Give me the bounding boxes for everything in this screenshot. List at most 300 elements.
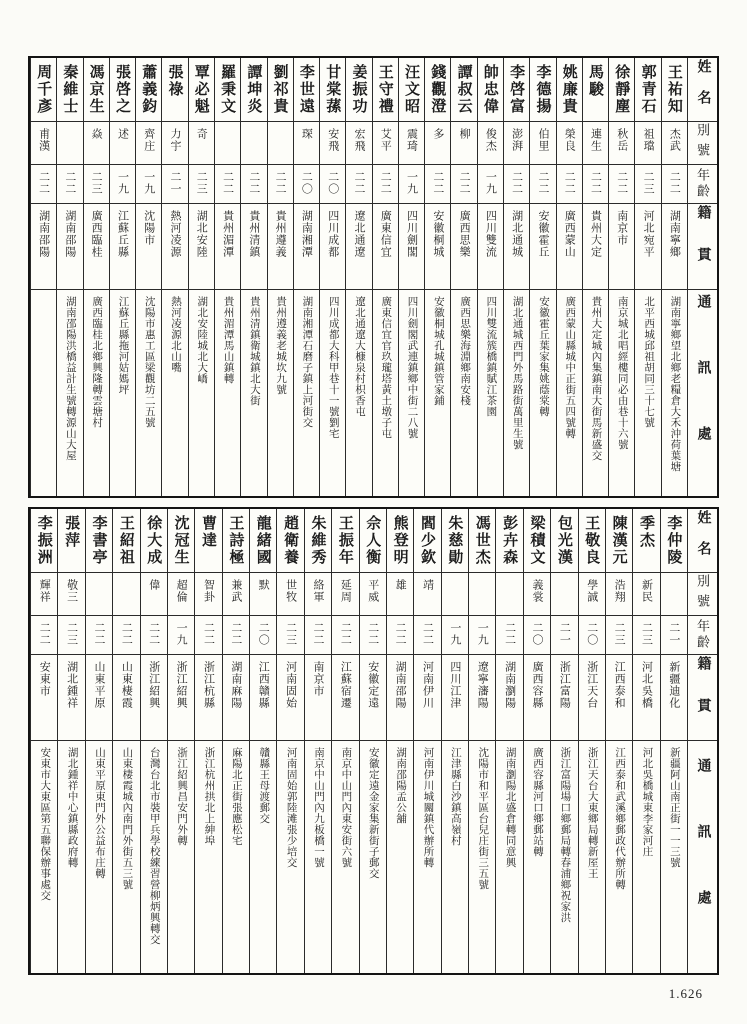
alias-cell: [606, 573, 632, 616]
person-alias: 延周: [339, 579, 352, 603]
name-cell: [469, 509, 495, 573]
person-native: 沈陽市: [142, 210, 155, 246]
person-name: 王紹祖: [117, 515, 134, 566]
person-age: 二一: [169, 171, 182, 195]
person-address: 安東市大東區第五聯保辦事處交: [39, 747, 51, 901]
native-cell: [399, 204, 424, 290]
name-cell: [305, 509, 331, 573]
age-cell: [110, 165, 135, 204]
person-address: 貴州遵義老城坎九號: [275, 296, 287, 395]
native-cell: [346, 204, 371, 290]
header-name: [688, 58, 717, 122]
person-native: 湖南瀏陽: [503, 661, 516, 709]
age-cell: [113, 616, 139, 655]
name-cell: [360, 509, 386, 573]
name-cell: [346, 58, 371, 122]
person-age: 二二: [339, 622, 352, 646]
person-native: 貴州清鎮: [247, 210, 260, 258]
age-cell: [609, 165, 634, 204]
person-native: 湖南麻陽: [229, 661, 242, 709]
person-native: 廣西容縣: [530, 661, 543, 709]
person-column: [109, 58, 135, 496]
alias-cell: [442, 573, 468, 616]
person-alias: 浩翔: [613, 579, 626, 603]
person-name: 郭青石: [639, 64, 656, 115]
address-cell: [579, 741, 605, 973]
person-native: 浙江紹興: [175, 661, 188, 709]
age-cell: [168, 616, 194, 655]
person-name: 王振年: [336, 515, 353, 566]
alias-cell: [360, 573, 386, 616]
header-column: [687, 58, 717, 496]
person-column: [140, 509, 167, 973]
person-column: [161, 58, 187, 496]
alias-cell: [469, 573, 495, 616]
age-cell: [442, 616, 468, 655]
header-native-label: 籍貫: [695, 655, 711, 740]
alias-cell: [387, 573, 413, 616]
address-cell: [583, 290, 608, 496]
person-column: [331, 509, 358, 973]
person-column: [372, 58, 398, 496]
name-cell: [633, 509, 659, 573]
age-cell: [277, 616, 303, 655]
age-cell: [635, 165, 660, 204]
age-cell: [633, 616, 659, 655]
person-native: 河北宛平: [642, 210, 655, 258]
person-age: 二二: [202, 622, 215, 646]
address-cell: [478, 290, 503, 496]
header-name: [688, 509, 717, 573]
header-native: [688, 204, 717, 290]
native-cell: [168, 655, 194, 741]
alias-cell: [215, 122, 240, 165]
person-name: 周千彥: [35, 64, 52, 115]
address-cell: [661, 741, 687, 973]
native-cell: [332, 655, 358, 741]
person-address: 浙江富陽場口鄉郵局轉春浦鄉祝家洪: [559, 747, 571, 923]
person-address: 廣西蒙山縣城中正街五四號轉: [564, 296, 576, 439]
alias-cell: [84, 122, 109, 165]
address-cell: [469, 741, 495, 973]
address-cell: [86, 741, 112, 973]
address-cell: [268, 290, 293, 496]
alias-cell: [609, 122, 634, 165]
person-native: 浙江杭縣: [202, 661, 215, 709]
person-age: 二〇: [300, 171, 313, 195]
native-cell: [241, 204, 266, 290]
person-column: [188, 58, 214, 496]
person-alias: 奇: [195, 128, 208, 140]
alias-cell: [294, 122, 319, 165]
address-cell: [113, 741, 139, 973]
name-cell: [661, 509, 687, 573]
person-address: 贛縣王母渡郵交: [258, 747, 270, 824]
person-age: 二一: [558, 622, 571, 646]
native-cell: [579, 655, 605, 741]
age-cell: [31, 165, 56, 204]
alias-cell: [305, 573, 331, 616]
person-age: 一九: [116, 171, 129, 195]
alias-cell: [551, 573, 577, 616]
age-cell: [399, 165, 424, 204]
name-cell: [451, 58, 476, 122]
person-column: [550, 509, 577, 973]
address-cell: [162, 290, 187, 496]
person-address: 四川成都大科甲巷十一號劉宅: [327, 296, 339, 439]
person-name: 王守禮: [376, 64, 393, 115]
person-age: 二二: [431, 171, 444, 195]
native-cell: [551, 655, 577, 741]
age-cell: [662, 165, 687, 204]
name-cell: [277, 509, 303, 573]
person-address: 山東棲霞城內南門外街五三號: [121, 747, 133, 890]
age-cell: [496, 616, 522, 655]
address-cell: [241, 290, 266, 496]
person-name: 劉祁貴: [271, 64, 288, 115]
native-cell: [86, 655, 112, 741]
address-cell: [110, 290, 135, 496]
person-address: 河南伊川城關鎮代辦所轉: [422, 747, 434, 868]
person-address: 浙江杭州拱北上紳埠: [203, 747, 215, 846]
alias-cell: [399, 122, 424, 165]
person-name: 趙衛養: [282, 515, 299, 566]
person-alias: 多: [431, 128, 444, 140]
person-address: 麻陽北正街張應松宅: [230, 747, 242, 846]
person-column: [56, 58, 82, 496]
person-age: 一九: [484, 171, 497, 195]
person-native: 山東棲霞: [120, 661, 133, 709]
native-cell: [58, 655, 84, 741]
person-name: 張萍: [63, 515, 80, 549]
person-column: [319, 58, 345, 496]
person-column: [304, 509, 331, 973]
name-cell: [609, 58, 634, 122]
alias-cell: [250, 573, 276, 616]
person-column: [424, 58, 450, 496]
person-column: [578, 509, 605, 973]
address-cell: [387, 741, 413, 973]
person-column: [57, 509, 84, 973]
alias-cell: [557, 122, 582, 165]
name-cell: [332, 509, 358, 573]
person-name: 譚坤炎: [245, 64, 262, 115]
name-cell: [31, 58, 56, 122]
person-native: 湖南邵陽: [63, 210, 76, 258]
native-cell: [110, 204, 135, 290]
alias-cell: [583, 122, 608, 165]
name-cell: [168, 509, 194, 573]
person-column: [398, 58, 424, 496]
header-column: [687, 509, 717, 973]
age-cell: [451, 165, 476, 204]
age-cell: [504, 165, 529, 204]
person-address: 廣東信宜官玖瓏塔黃土墩子屯: [380, 296, 392, 439]
person-address: 南京中山門內九板橋一號: [312, 747, 324, 868]
person-alias: 偉: [147, 579, 160, 591]
name-cell: [215, 58, 240, 122]
native-cell: [583, 204, 608, 290]
alias-cell: [414, 573, 440, 616]
person-alias: 力宇: [169, 128, 182, 152]
person-column: [194, 509, 221, 973]
address-cell: [195, 741, 221, 973]
age-cell: [606, 616, 632, 655]
address-cell: [633, 741, 659, 973]
address-cell: [277, 741, 303, 973]
name-cell: [113, 509, 139, 573]
name-cell: [442, 509, 468, 573]
person-alias: 學誠: [585, 579, 598, 603]
person-name: 沈冠生: [172, 515, 189, 566]
person-age: 二二: [147, 622, 160, 646]
person-age: 二二: [615, 171, 628, 195]
person-column: [661, 58, 687, 496]
person-age: 二一: [667, 622, 680, 646]
header-alias-label: 別號: [695, 574, 710, 614]
person-native: 遼北通遼: [352, 210, 365, 258]
person-name: 李振洲: [35, 515, 52, 566]
person-age: 二二: [120, 622, 133, 646]
person-address: 浙江紹興昌安門外轉: [176, 747, 188, 846]
person-alias: 新民: [640, 579, 653, 603]
person-column: [83, 58, 109, 496]
age-cell: [414, 616, 440, 655]
age-cell: [136, 165, 161, 204]
native-cell: [195, 655, 221, 741]
age-cell: [425, 165, 450, 204]
person-native: 浙江天台: [585, 661, 598, 709]
person-alias: 默: [257, 579, 270, 591]
person-name: 王詩極: [227, 515, 244, 566]
person-column: [85, 509, 112, 973]
person-alias: 甫漢: [37, 128, 50, 152]
person-name: 錢觀澄: [429, 64, 446, 115]
person-name: 彭卉森: [501, 515, 518, 566]
person-alias: 雄: [394, 579, 407, 591]
person-address: 湖南邵陽洪橋益計生號轉源山大屋: [64, 296, 76, 461]
native-cell: [223, 655, 249, 741]
native-cell: [360, 655, 386, 741]
header-name-label: 姓名: [695, 58, 711, 121]
person-address: 浙江天台大東鄉局轉新厔王: [586, 747, 598, 879]
person-age: 二二: [510, 171, 523, 195]
age-cell: [57, 165, 82, 204]
age-cell: [31, 616, 57, 655]
person-native: 山東平原: [92, 661, 105, 709]
alias-cell: [320, 122, 345, 165]
person-address: 湖南湘潭石磨子鎮上河街交: [301, 296, 313, 428]
name-cell: [399, 58, 424, 122]
address-cell: [136, 290, 161, 496]
address-cell: [662, 290, 687, 496]
person-address: 南京中山門內東安街六號: [340, 747, 352, 868]
name-cell: [223, 509, 249, 573]
address-cell: [57, 290, 82, 496]
person-native: 廣西臨桂: [90, 210, 103, 258]
person-column: [293, 58, 319, 496]
person-age: 二三: [613, 622, 626, 646]
name-cell: [373, 58, 398, 122]
native-cell: [442, 655, 468, 741]
name-cell: [320, 58, 345, 122]
person-name: 季杰: [637, 515, 654, 549]
person-native: 遼寧瀋陽: [476, 661, 489, 709]
person-age: 二二: [458, 171, 471, 195]
native-cell: [504, 204, 529, 290]
person-column: [632, 509, 659, 973]
person-age: 二二: [274, 171, 287, 195]
native-cell: [31, 655, 57, 741]
person-alias: 柳: [458, 128, 471, 140]
name-cell: [268, 58, 293, 122]
age-cell: [162, 165, 187, 204]
person-address: 安徽霍丘葉家集姚蔭棠轉: [537, 296, 549, 417]
address-cell: [168, 741, 194, 973]
header-alias: [688, 122, 717, 165]
name-cell: [189, 58, 214, 122]
person-name: 馮京生: [87, 64, 104, 115]
native-cell: [277, 655, 303, 741]
person-native: 湖北安陸: [195, 210, 208, 258]
person-name: 張啓之: [113, 64, 130, 115]
person-name: 馮世杰: [473, 515, 490, 566]
person-address: 遼北通遼大槺泉村枳香屯: [353, 296, 365, 417]
name-cell: [414, 509, 440, 573]
person-age: 二〇: [257, 622, 270, 646]
alias-cell: [31, 573, 57, 616]
alias-cell: [451, 122, 476, 165]
age-cell: [84, 165, 109, 204]
age-cell: [294, 165, 319, 204]
header-address: [688, 741, 717, 973]
age-cell: [557, 165, 582, 204]
address-cell: [320, 290, 345, 496]
name-cell: [136, 58, 161, 122]
alias-cell: [661, 573, 687, 616]
alias-cell: [346, 122, 371, 165]
person-column: [582, 58, 608, 496]
person-alias: 平威: [366, 579, 379, 603]
person-column: [249, 509, 276, 973]
age-cell: [195, 616, 221, 655]
header-name-label: 姓名: [695, 509, 711, 572]
age-cell: [241, 165, 266, 204]
person-column: [30, 58, 56, 496]
person-alias: 靖: [421, 579, 434, 591]
person-age: 二三: [90, 171, 103, 195]
address-cell: [530, 290, 555, 496]
address-cell: [294, 290, 319, 496]
person-native: 四川成都: [326, 210, 339, 258]
person-alias: 秋岳: [615, 128, 628, 152]
person-native: 浙江富陽: [558, 661, 571, 709]
age-cell: [86, 616, 112, 655]
address-cell: [346, 290, 371, 496]
person-native: 湖南邵陽: [37, 210, 50, 258]
person-native: 安東市: [38, 661, 51, 697]
person-name: 徐靜塵: [613, 64, 630, 115]
native-cell: [294, 204, 319, 290]
person-column: [441, 509, 468, 973]
native-cell: [662, 204, 687, 290]
age-cell: [579, 616, 605, 655]
alias-cell: [268, 122, 293, 165]
person-age: 二三: [195, 171, 208, 195]
person-age: 二二: [394, 622, 407, 646]
header-age: [688, 616, 717, 655]
person-alias: 榮良: [563, 128, 576, 152]
native-cell: [373, 204, 398, 290]
person-native: 安徽桐城: [431, 210, 444, 258]
person-column: [135, 58, 161, 496]
person-address: 河南固始郭陸滩張少培交: [285, 747, 297, 868]
person-name: 陳漢元: [610, 515, 627, 566]
person-address: 貴州清鎮衛城鎮北大街: [248, 296, 260, 406]
age-cell: [387, 616, 413, 655]
person-native: 貴州湄潭: [221, 210, 234, 258]
person-alias: 超倫: [175, 579, 188, 603]
person-native: 廣東信宜: [379, 210, 392, 258]
person-age: 二三: [640, 622, 653, 646]
alias-cell: [136, 122, 161, 165]
native-cell: [633, 655, 659, 741]
person-name: 李仲陵: [665, 515, 682, 566]
person-age: 二二: [221, 171, 234, 195]
person-alias: 震琦: [405, 128, 418, 152]
person-name: 王敬良: [583, 515, 600, 566]
name-cell: [496, 509, 522, 573]
person-address: 台灣台北市裝甲兵學校練習營柳炳興轉交: [148, 747, 160, 945]
person-alias: 兼武: [229, 579, 242, 603]
alias-cell: [579, 573, 605, 616]
person-address: 廣西思樂海淵鄉南安棧: [459, 296, 471, 406]
native-cell: [250, 655, 276, 741]
person-address: 南京城北唱經樓同必由巷十六號: [616, 296, 628, 450]
person-age: 二〇: [530, 622, 543, 646]
person-column: [276, 509, 303, 973]
age-cell: [346, 165, 371, 204]
person-column: [468, 509, 495, 973]
name-cell: [241, 58, 266, 122]
person-age: 一九: [175, 622, 188, 646]
person-native: 四川雙流: [484, 210, 497, 258]
alias-cell: [223, 573, 249, 616]
alias-cell: [141, 573, 167, 616]
person-alias: 述: [116, 128, 129, 140]
person-name: 徐大成: [145, 515, 162, 566]
address-cell: [606, 741, 632, 973]
person-native: 熱河凌源: [169, 210, 182, 258]
person-native: 廣西思樂: [458, 210, 471, 258]
person-name: 蕭義鈞: [140, 64, 157, 115]
person-age: 二〇: [585, 622, 598, 646]
person-native: 浙江紹興: [147, 661, 160, 709]
person-name: 閻少欽: [418, 515, 435, 566]
address-cell: [332, 741, 358, 973]
name-cell: [250, 509, 276, 573]
person-age: 二二: [536, 171, 549, 195]
person-name: 王祐知: [665, 64, 682, 115]
age-cell: [320, 165, 345, 204]
person-address: 四川劍閣武連鎮鄉中街二八號: [406, 296, 418, 439]
age-cell: [551, 616, 577, 655]
age-cell: [215, 165, 240, 204]
name-cell: [557, 58, 582, 122]
alias-cell: [195, 573, 221, 616]
person-address: 新疆阿山南正街一一三號: [668, 747, 680, 868]
address-cell: [414, 741, 440, 973]
